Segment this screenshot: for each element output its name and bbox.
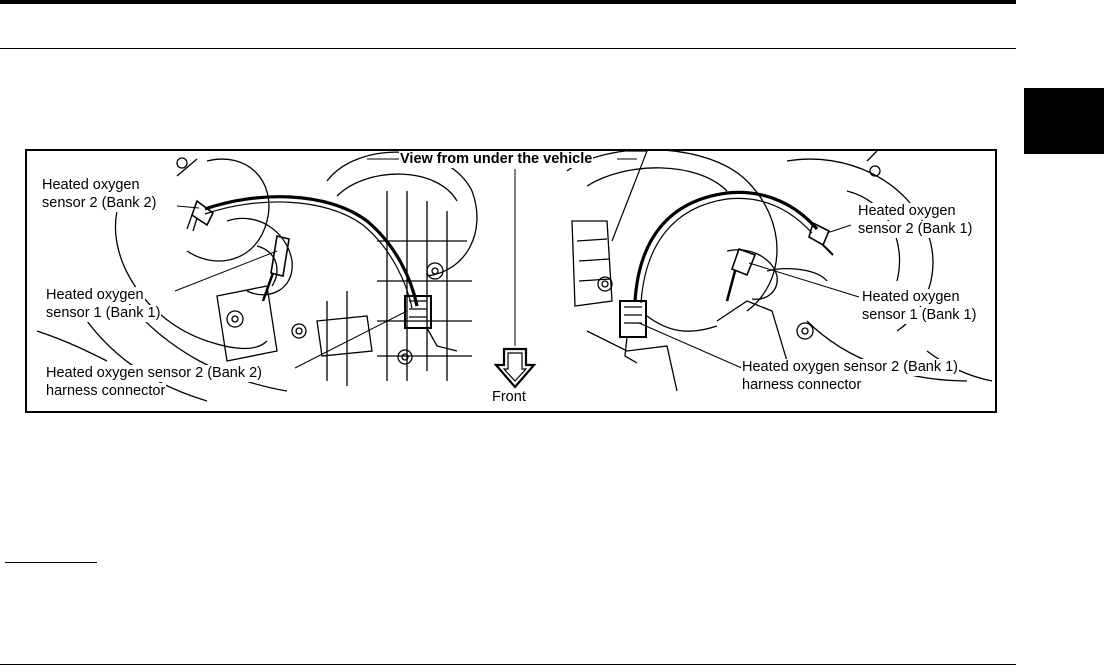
- left-connector-label-line2: harness connector: [46, 383, 166, 399]
- view-label: View from under the vehicle: [400, 151, 593, 167]
- front-label: Front: [492, 389, 526, 405]
- left-leader-lines: [175, 206, 407, 368]
- left-connector-label-line1: Heated oxygen sensor 2 (Bank 2): [46, 365, 263, 381]
- right-sensor1-label-line2: sensor 1 (Bank 1): [862, 307, 977, 323]
- header-bottom-rule: [0, 48, 1016, 49]
- right-sensor2-label-line2: sensor 2 (Bank 1): [858, 221, 973, 237]
- left-sensor2-label-line2: sensor 2 (Bank 2): [42, 195, 157, 211]
- right-sensor2-label-line1: Heated oxygen: [858, 203, 956, 219]
- footer-rule: [0, 664, 1016, 665]
- right-sensor1-label-line1: Heated oxygen: [862, 289, 960, 305]
- left-sensor2-label-line1: Heated oxygen: [42, 177, 140, 193]
- left-sensor1-label-line2: sensor 1 (Bank 1): [46, 305, 161, 321]
- header-top-rule: [0, 0, 1016, 4]
- right-connector-label-line2: harness connector: [742, 377, 862, 393]
- right-engine-drawing: [567, 151, 992, 391]
- left-sensor1-label-line1: Heated oxygen: [46, 287, 144, 303]
- section-tab-marker: [1024, 88, 1104, 154]
- sensor-location-figure: [25, 149, 997, 413]
- note-underline: [5, 562, 97, 563]
- front-arrow-icon: [496, 349, 534, 387]
- right-connector-label-line1: Heated oxygen sensor 2 (Bank 1): [742, 359, 959, 375]
